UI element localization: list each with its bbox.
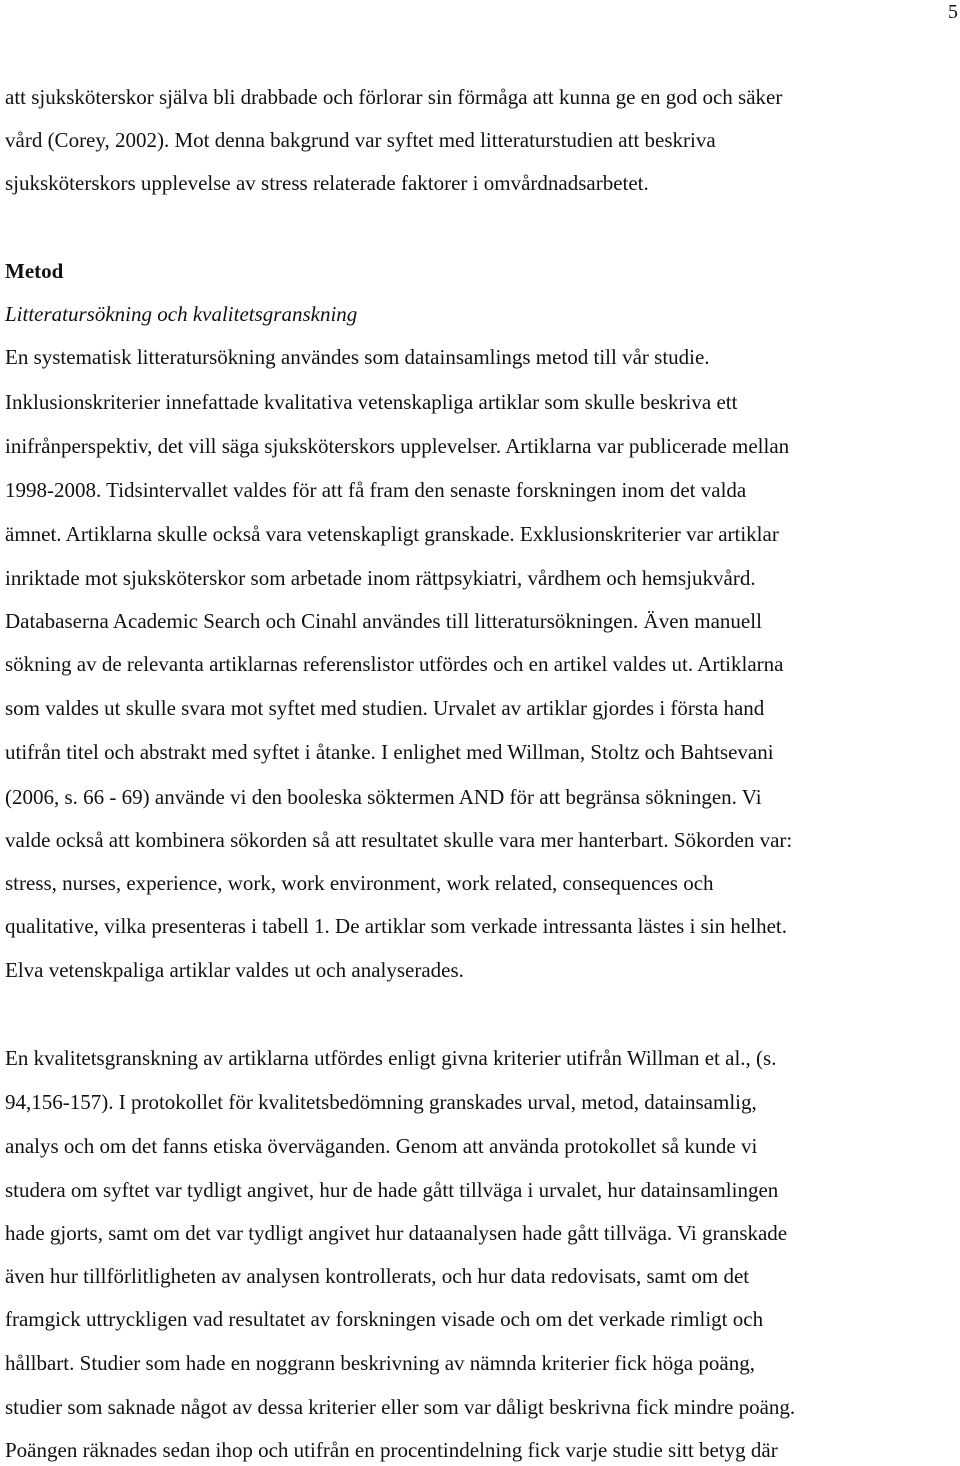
text-line: stress, nurses, experience, work, work environment, work related, consequences och	[5, 871, 714, 895]
text-line: hade gjorts, samt om det var tydligt angivet hur dataanalysen hade gått tillväga. Vi granskade	[5, 1221, 788, 1245]
text-line: inriktade mot sjuksköterskor som arbetade inom rättpsykiatri, vårdhem och hemsjukvård.	[5, 566, 756, 590]
text-line: Databaserna Academic Search och Cinahl användes till litteratursökningen. Även manuell	[5, 609, 762, 633]
text-line: inifrånperspektiv, det vill säga sjuksköterskors upplevelser. Artiklarna var publicerade mellan	[5, 434, 790, 458]
text-line: Poängen räknades sedan ihop och utifrån en procentindelning fick varje studie sitt betyg där	[5, 1438, 778, 1462]
section-subheading: Litteratursökning och kvalitetsgranskning	[5, 302, 358, 326]
page-number: 5	[948, 1, 958, 23]
text-line: Elva vetenskpaliga artiklar valdes ut och analyserades.	[5, 958, 464, 982]
text-line: studier som saknade något av dessa kriterier eller som var dåligt beskrivna fick mindre poäng.	[5, 1395, 796, 1419]
text-line: sjuksköterskors upplevelse av stress relaterade faktorer i omvårdnadsarbetet.	[5, 171, 649, 195]
text-line: vård (Corey, 2002). Mot denna bakgrund var syftet med litteraturstudien att beskriva	[5, 128, 716, 152]
text-line: En kvalitetsgranskning av artiklarna utfördes enligt givna kriterier utifrån Willman et al., (s.	[5, 1046, 777, 1070]
text-line: Inklusionskriterier innefattade kvalitativa vetenskapliga artiklar som skulle beskriva ett	[5, 390, 738, 414]
section-heading: Metod	[5, 259, 64, 283]
text-line: qualitative, vilka presenteras i tabell 1. De artiklar som verkade intressanta lästes i sin helhet.	[5, 914, 787, 938]
text-line: analys och om det fanns etiska överväganden. Genom att använda protokollet så kunde vi	[5, 1134, 758, 1158]
text-line: hållbart. Studier som hade en noggrann beskrivning av nämnda kriterier fick höga poäng,	[5, 1351, 755, 1375]
text-line: 1998-2008. Tidsintervallet valdes för att få fram den senaste forskningen inom det valda	[5, 478, 747, 502]
text-line: sökning av de relevanta artiklarnas referenslistor utfördes och en artikel valdes ut. Artiklarna	[5, 652, 784, 676]
text-line: 94,156-157). I protokollet för kvalitetsbedömning granskades urval, metod, datainsamlig,	[5, 1090, 757, 1114]
text-line: även hur tillförlitligheten av analysen kontrollerats, och hur data redovisats, samt om det	[5, 1264, 750, 1288]
text-line: som valdes ut skulle svara mot syftet med studien. Urvalet av artiklar gjordes i första hand	[5, 696, 765, 720]
text-line: studera om syftet var tydligt angivet, hur de hade gått tillväga i urvalet, hur datainsamlingen	[5, 1178, 779, 1202]
text-line: valde också att kombinera sökorden så att resultatet skulle vara mer hanterbart. Sökorden var:	[5, 828, 793, 852]
text-line: att sjuksköterskor själva bli drabbade och förlorar sin förmåga att kunna ge en god och säker	[5, 85, 783, 109]
text-line: utifrån titel och abstrakt med syftet i åtanke. I enlighet med Willman, Stoltz och Bahtsevani	[5, 740, 774, 764]
text-line: ämnet. Artiklarna skulle också vara vetenskapligt granskade. Exklusionskriterier var artiklar	[5, 522, 779, 546]
text-line: framgick uttryckligen vad resultatet av forskningen visade och om det verkade rimligt och	[5, 1307, 764, 1331]
text-line: En systematisk litteratursökning användes som datainsamlings metod till vår studie.	[5, 345, 710, 369]
text-line: (2006, s. 66 - 69) använde vi den booleska söktermen AND för att begränsa sökningen. Vi	[5, 785, 762, 809]
